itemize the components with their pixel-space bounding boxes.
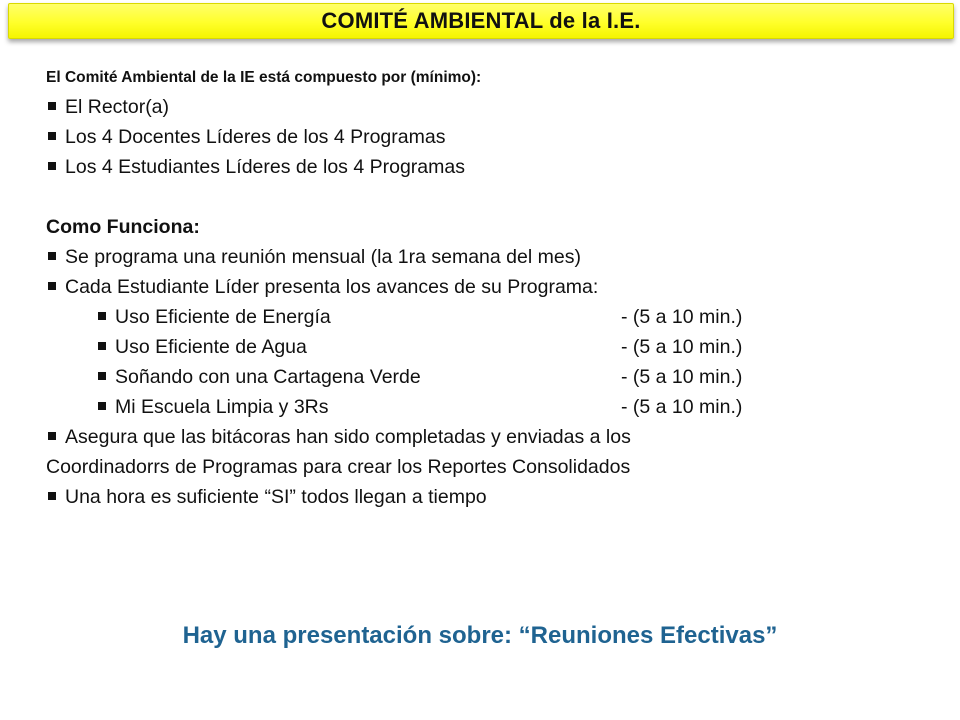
presentation-note: Hay una presentación sobre: “Reuniones Efectivas”	[182, 622, 778, 649]
step-label: Una hora es suficiente “SI” todos llegan a tiempo	[65, 486, 487, 508]
program-time: - (5 a 10 min.)	[621, 336, 743, 358]
step-item	[46, 482, 926, 512]
step-label: Asegura que las bitácoras han sido completadas y enviadas a los	[65, 426, 631, 448]
program-item	[46, 302, 926, 332]
member-item	[46, 122, 926, 152]
spacer	[46, 182, 926, 212]
slide-title: COMITÉ AMBIENTAL de la I.E.	[321, 8, 641, 33]
step-item	[46, 272, 926, 302]
program-time: - (5 a 10 min.)	[621, 366, 743, 388]
step-label: Cada Estudiante Líder presenta los avances de su Programa:	[65, 276, 599, 298]
square-bullet-icon	[98, 372, 106, 380]
program-name: Mi Escuela Limpia y 3Rs	[115, 396, 329, 418]
step-label: Se programa una reunión mensual (la 1ra semana del mes)	[65, 246, 581, 268]
program-name: Uso Eficiente de Energía	[115, 306, 331, 328]
intro-text: El Comité Ambiental de la IE está compuesto por (mínimo):	[46, 69, 482, 86]
square-bullet-icon	[98, 342, 106, 350]
step-item-continuation: Coordinadorrs de Programas para crear los Reportes Consolidados	[46, 456, 631, 478]
program-time: - (5 a 10 min.)	[621, 306, 743, 328]
step-item	[46, 242, 926, 272]
program-item	[46, 332, 926, 362]
member-label: El Rector(a)	[65, 96, 170, 118]
step-item	[46, 422, 926, 452]
square-bullet-icon	[98, 402, 106, 410]
title-bar	[8, 3, 954, 39]
member-item	[46, 92, 926, 122]
member-label: Los 4 Docentes Líderes de los 4 Programas	[65, 126, 446, 148]
square-bullet-icon	[48, 252, 56, 260]
program-name: Uso Eficiente de Agua	[115, 336, 307, 358]
member-item	[46, 152, 926, 182]
program-item	[46, 362, 926, 392]
square-bullet-icon	[48, 162, 56, 170]
slide-body	[46, 64, 926, 512]
member-label: Los 4 Estudiantes Líderes de los 4 Programas	[65, 156, 465, 178]
square-bullet-icon	[48, 282, 56, 290]
program-item	[46, 392, 926, 422]
program-name: Soñando con una Cartagena Verde	[115, 366, 421, 388]
square-bullet-icon	[98, 312, 106, 320]
square-bullet-icon	[48, 102, 56, 110]
square-bullet-icon	[48, 432, 56, 440]
how-it-works-heading: Como Funciona:	[46, 216, 200, 238]
square-bullet-icon	[48, 132, 56, 140]
square-bullet-icon	[48, 492, 56, 500]
program-time: - (5 a 10 min.)	[621, 396, 743, 418]
